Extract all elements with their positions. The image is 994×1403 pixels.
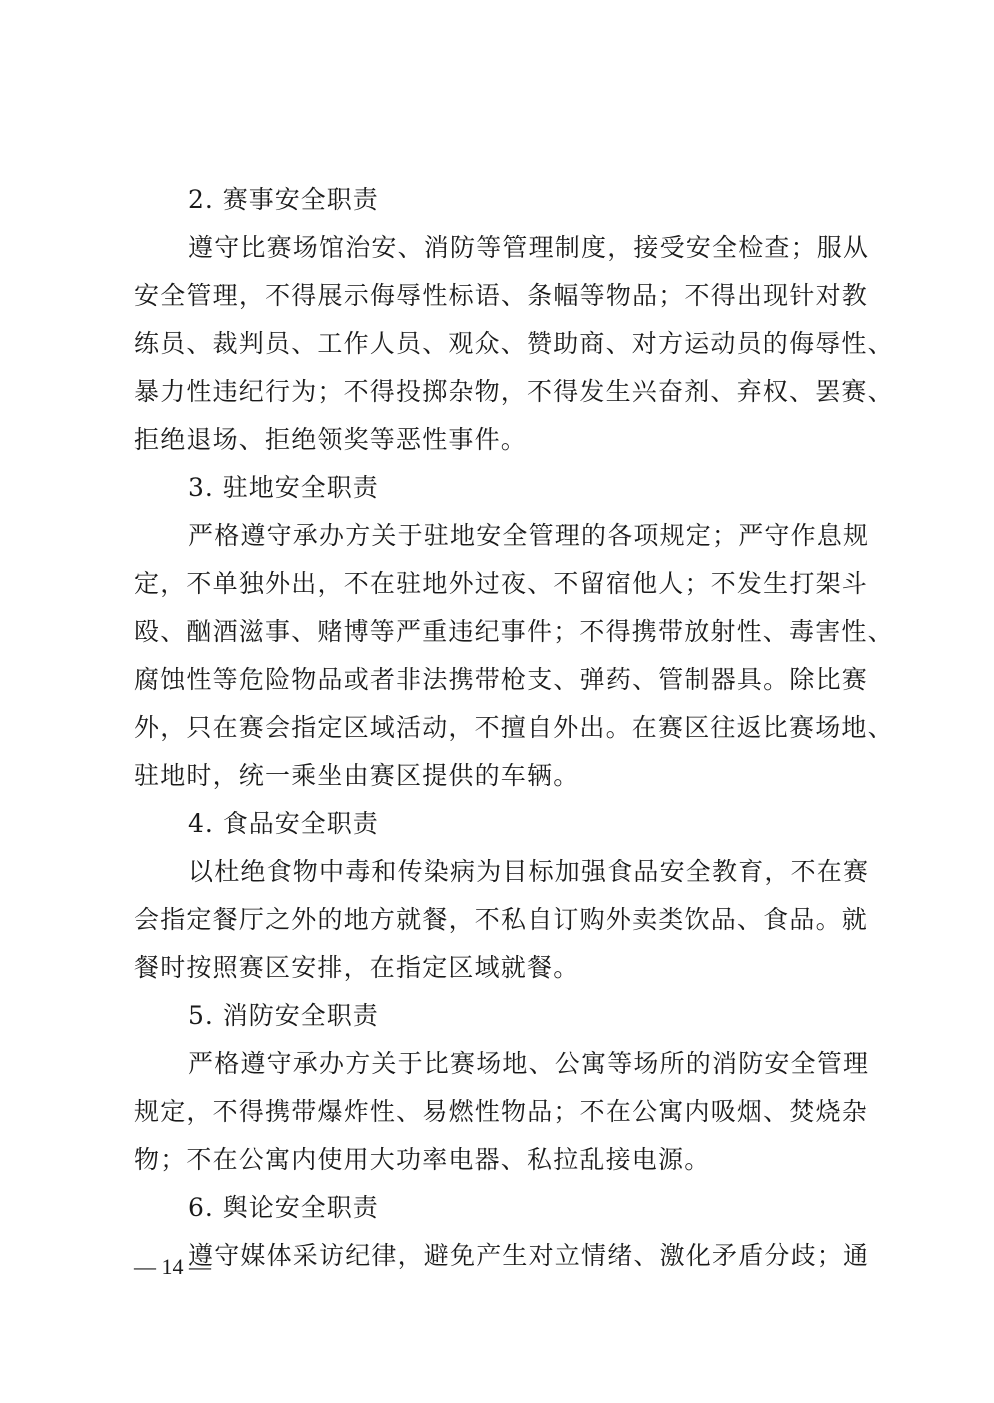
section-fire-safety: [134, 992, 868, 1184]
document-body: [134, 176, 894, 1280]
section-heading: 6. 舆论安全职责: [188, 1193, 379, 1222]
section-heading: 3. 驻地安全职责: [188, 473, 379, 502]
paragraph-line: 暴力性违纪行为；不得投掷杂物，不得发生兴奋剂、弃权、罢赛、: [134, 377, 894, 406]
paragraph-line: 定，不单独外出，不在驻地外过夜、不留宿他人；不发生打架斗: [134, 569, 868, 598]
section-paragraph: [134, 1232, 868, 1280]
page-number: — 14 —: [134, 1254, 211, 1279]
section-paragraph: [134, 848, 868, 992]
paragraph-line: 会指定餐厅之外的地方就餐，不私自订购外卖类饮品、食品。就: [134, 905, 868, 934]
section-paragraph: [134, 1040, 868, 1184]
paragraph-line: 安全管理，不得展示侮辱性标语、条幅等物品；不得出现针对教: [134, 281, 868, 310]
paragraph-line: 遵守比赛场馆治安、消防等管理制度，接受安全检查；服从: [188, 233, 870, 262]
paragraph-line: 严格遵守承办方关于比赛场地、公寓等场所的消防安全管理: [188, 1049, 870, 1078]
paragraph-line: 拒绝退场、拒绝领奖等恶性事件。: [134, 425, 528, 454]
section-event-safety: [134, 176, 894, 464]
paragraph-line: 遵守媒体采访纪律，避免产生对立情绪、激化矛盾分歧；通: [188, 1241, 870, 1270]
section-heading: 5. 消防安全职责: [188, 1001, 379, 1030]
section-paragraph: [134, 512, 894, 800]
section-residence-safety: [134, 464, 894, 800]
paragraph-line: 外，只在赛会指定区域活动，不擅自外出。在赛区往返比赛场地、: [134, 713, 894, 742]
paragraph-line: 腐蚀性等危险物品或者非法携带枪支、弹药、管制器具。除比赛: [134, 665, 868, 694]
section-food-safety: [134, 800, 868, 992]
section-public-opinion-safety: [134, 1184, 868, 1280]
paragraph-line: 以杜绝食物中毒和传染病为目标加强食品安全教育，不在赛: [188, 857, 870, 886]
paragraph-line: 规定，不得携带爆炸性、易燃性物品；不在公寓内吸烟、焚烧杂: [134, 1097, 868, 1126]
paragraph-line: 严格遵守承办方关于驻地安全管理的各项规定；严守作息规: [188, 521, 870, 550]
paragraph-line: 餐时按照赛区安排，在指定区域就餐。: [134, 953, 580, 982]
section-paragraph: [134, 224, 894, 464]
paragraph-line: 练员、裁判员、工作人员、观众、赞助商、对方运动员的侮辱性、: [134, 329, 894, 358]
paragraph-line: 殴、酗酒滋事、赌博等严重违纪事件；不得携带放射性、毒害性、: [134, 617, 894, 646]
paragraph-line: 物；不在公寓内使用大功率电器、私拉乱接电源。: [134, 1145, 711, 1174]
paragraph-line: 驻地时，统一乘坐由赛区提供的车辆。: [134, 761, 580, 790]
section-heading: 2. 赛事安全职责: [188, 185, 379, 214]
section-heading: 4. 食品安全职责: [188, 809, 379, 838]
